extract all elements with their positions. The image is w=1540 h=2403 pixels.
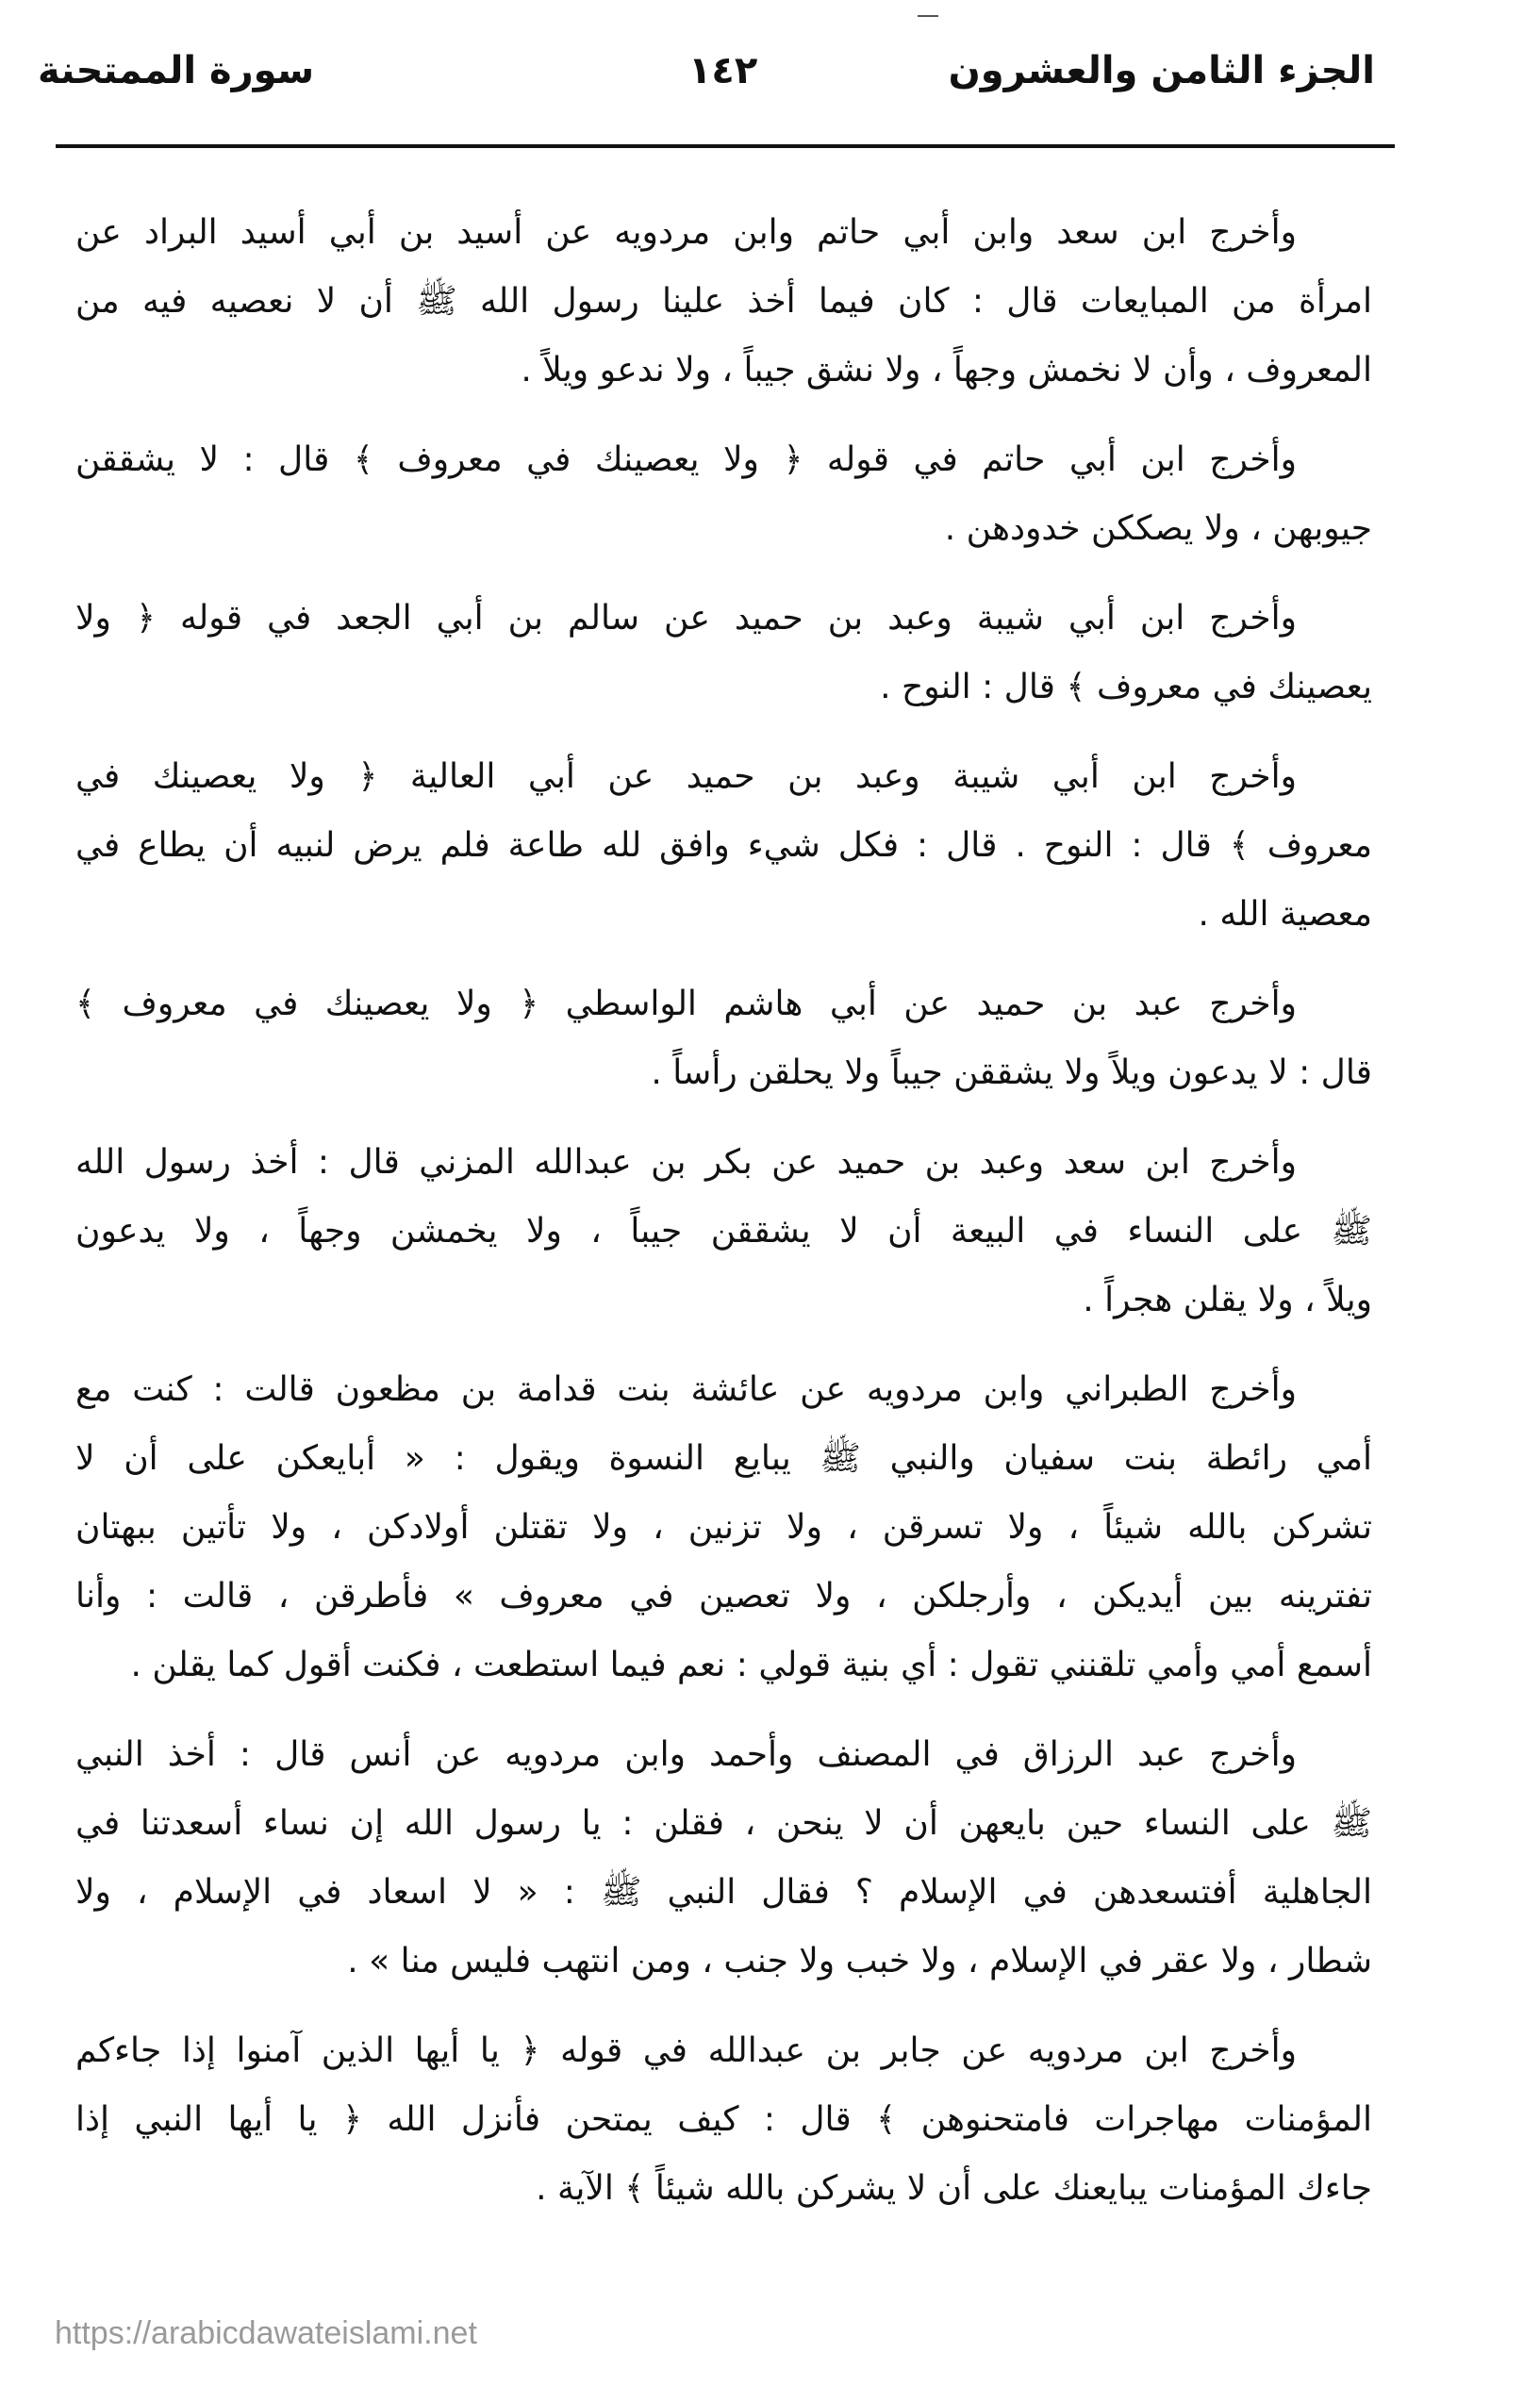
page-header [38,49,1375,115]
text-line: شطار ، ولا عقر في الإسلام ، ولا خبب ولا جنب ، ومن انتهب فليس منا » . [347,1942,1372,1980]
text-line: ﷺ على النساء حين بايعهن أن لا ينحن ، فقلن : يا رسول الله إن نساء أسعدتنا في [75,1804,1372,1843]
text-line: المؤمنات مهاجرات فامتحنوهن ﴾ قال : كيف يمتحن فأنزل الله ﴿ يا أيها النبي إذا [75,2100,1372,2139]
text-line: تشركن بالله شيئاً ، ولا تسرقن ، ولا تزنين ، ولا تقتلن أولادكن ، ولا تأتين ببهتان [75,1508,1372,1547]
surah-title: سورة الممتحنة [38,49,315,92]
part-title: الجزء الثامن والعشرون [948,49,1375,92]
text-line: وأخرج ابن سعد وعبد بن حميد عن بكر بن عبدالله المزني قال : أخذ رسول الله [75,1143,1297,1182]
header-rule [56,144,1395,148]
paragraph [75,1128,1372,1334]
page-number: ١٤٢ [688,49,758,92]
text-line: وأخرج عبد الرزاق في المصنف وأحمد وابن مردويه عن أنس قال : أخذ النبي [75,1735,1297,1774]
text-line: وأخرج عبد بن حميد عن أبي هاشم الواسطي ﴿ ولا يعصينك في معروف ﴾ [75,985,1297,1023]
paragraph [75,425,1372,563]
paragraph [75,198,1372,405]
text-line: وأخرج ابن مردويه عن جابر بن عبدالله في قوله ﴿ يا أيها الذين آمنوا إذا جاءكم [75,2031,1297,2070]
text-line: وأخرج ابن سعد وابن أبي حاتم وابن مردويه عن أسيد بن أبي أسيد البراد عن [75,213,1297,252]
text-line: معصية الله . [1198,895,1372,934]
paragraph [75,1720,1372,1996]
text-line: أمي رائطة بنت سفيان والنبي ﷺ يبايع النسوة ويقول : « أبايعكن على أن لا [75,1439,1372,1478]
text-line: قال : لا يدعون ويلاً ولا يشققن جيباً ولا يحلقن رأساً . [651,1053,1372,1092]
text-line: جاءك المؤمنات يبايعنك على أن لا يشركن بالله شيئاً ﴾ الآية . [536,2169,1372,2208]
text-line: وأخرج الطبراني وابن مردويه عن عائشة بنت قدامة بن مظعون قالت : كنت مع [75,1370,1297,1409]
page-body [75,198,1372,2244]
text-line: أسمع أمي وأمي تلقنني تقول : أي بنية قولي : نعم فيما استطعت ، فكنت أقول كما يقلن . [130,1646,1372,1684]
text-line: معروف ﴾ قال : النوح . قال : فكل شيء وافق لله طاعة فلم يرض لنبيه أن يطاع في [75,826,1372,865]
text-line: جيوبهن ، ولا يصككن خدودهن . [944,509,1372,548]
text-line: امرأة من المبايعات قال : كان فيما أخذ علينا رسول الله ﷺ أن لا نعصيه فيه من [75,282,1372,321]
text-line: تفترينه بين أيديكن ، وأرجلكن ، ولا تعصين في معروف » فأطرقن ، قالت : وأنا [75,1577,1372,1616]
text-line: يعصينك في معروف ﴾ قال : النوح . [880,668,1372,706]
text-line: ﷺ على النساء في البيعة أن لا يشققن جيباً ، ولا يخمشن وجهاً ، ولا يدعون [75,1212,1372,1251]
paragraph [75,969,1372,1107]
text-line: وأخرج ابن أبي شيبة وعبد بن حميد عن سالم بن أبي الجعد في قوله ﴿ ولا [75,599,1297,638]
text-line: الجاهلية أفتسعدهن في الإسلام ؟ فقال النبي ﷺ : « لا اسعاد في الإسلام ، ولا [75,1873,1372,1912]
paragraph [75,2016,1372,2223]
paragraph [75,584,1372,721]
watermark-url: https://arabicdawateislami.net [55,2315,477,2351]
top-mark [918,15,938,17]
text-line: ويلاً ، ولا يقلن هجراً . [1083,1281,1372,1319]
text-line: وأخرج ابن أبي حاتم في قوله ﴿ ولا يعصينك في معروف ﴾ قال : لا يشققن [75,440,1297,479]
paragraph [75,742,1372,949]
text-line: المعروف ، وأن لا نخمش وجهاً ، ولا نشق جيباً ، ولا ندعو ويلاً . [521,351,1372,389]
text-line: وأخرج ابن أبي شيبة وعبد بن حميد عن أبي العالية ﴿ ولا يعصينك في [75,757,1297,796]
paragraph [75,1355,1372,1699]
